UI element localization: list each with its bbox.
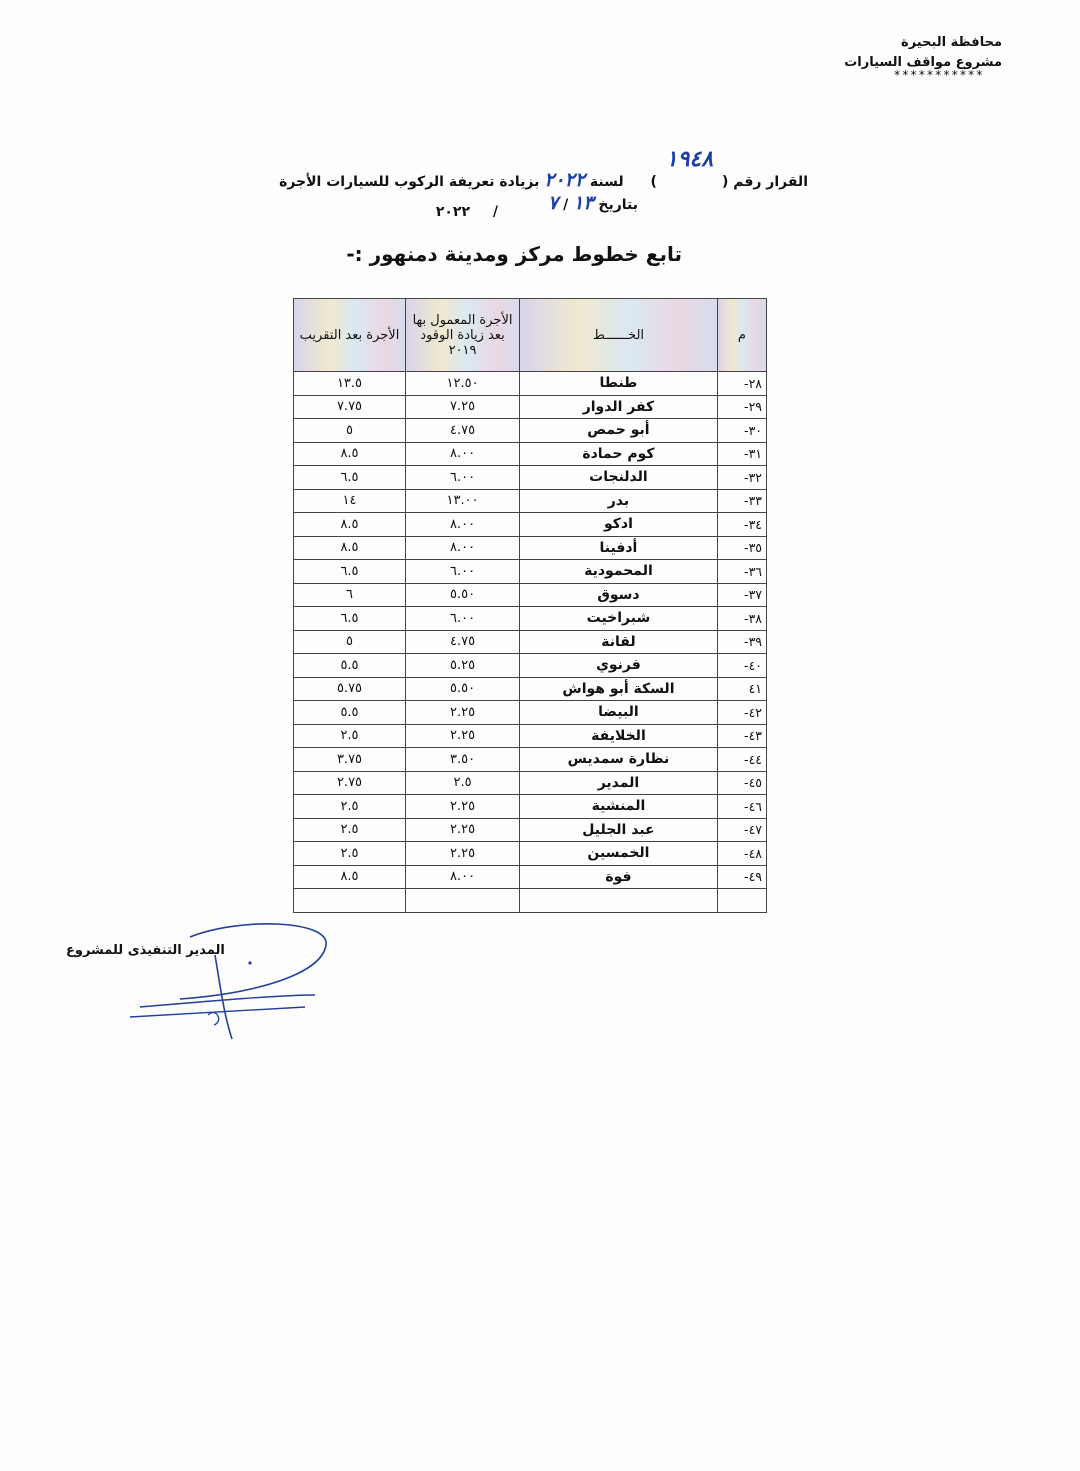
- row-new-fare: ٥.٥: [294, 654, 406, 678]
- row-line-name: البيضا: [520, 701, 718, 725]
- row-number: ٣٧-: [717, 583, 766, 607]
- table-row: [294, 442, 767, 466]
- header-old-fare: الأجرة المعمول بها بعد زيادة الوقود ٢٠١٩: [406, 299, 520, 372]
- row-line-name: ادكو: [520, 513, 718, 537]
- table-row: [294, 795, 767, 819]
- table-row: [294, 513, 767, 537]
- row-line-name: نظارة سمديس: [520, 748, 718, 772]
- row-new-fare: [294, 889, 406, 913]
- table-row: [294, 771, 767, 795]
- date-year-line: [436, 204, 498, 220]
- table-row: [294, 489, 767, 513]
- row-number: ٣٠-: [717, 419, 766, 443]
- row-new-fare: ١٣.٥: [294, 372, 406, 396]
- row-line-name: كفر الدوار: [520, 395, 718, 419]
- table-row: [294, 372, 767, 396]
- header-no: م: [717, 299, 766, 372]
- header-new-fare: الأجرة بعد التقريب: [294, 299, 406, 372]
- row-line-name: أدفينا: [520, 536, 718, 560]
- row-new-fare: ٢.٥: [294, 842, 406, 866]
- row-line-name: الدلنجات: [520, 466, 718, 490]
- table-row: [294, 419, 767, 443]
- row-old-fare: ٢.٢٥: [406, 701, 520, 725]
- row-old-fare: ٦.٠٠: [406, 607, 520, 631]
- table-row: [294, 842, 767, 866]
- signature-label: المدير التنفيذى للمشروع: [66, 943, 225, 958]
- row-new-fare: ٣.٧٥: [294, 748, 406, 772]
- row-old-fare: ١٣.٠٠: [406, 489, 520, 513]
- row-old-fare: ٥.٢٥: [406, 654, 520, 678]
- row-old-fare: ٥.٥٠: [406, 677, 520, 701]
- row-number: ٤٣-: [717, 724, 766, 748]
- decision-subject: بزيادة تعريفة الركوب للسيارات الأجرة: [279, 174, 540, 190]
- row-old-fare: ٢.٢٥: [406, 818, 520, 842]
- row-line-name: المنشية: [520, 795, 718, 819]
- row-number: ٣٣-: [717, 489, 766, 513]
- row-line-name: فرنوي: [520, 654, 718, 678]
- row-number: ٤١: [717, 677, 766, 701]
- row-new-fare: ٧.٧٥: [294, 395, 406, 419]
- table-row: [294, 560, 767, 584]
- header-stars: ***********: [893, 68, 984, 82]
- row-new-fare: ٥: [294, 419, 406, 443]
- table-row: [294, 536, 767, 560]
- row-number: ٣٦-: [717, 560, 766, 584]
- table-row: [294, 748, 767, 772]
- row-line-name: لقانة: [520, 630, 718, 654]
- table-row: [294, 630, 767, 654]
- table-header-row: [294, 299, 767, 372]
- row-old-fare: ٢.٢٥: [406, 724, 520, 748]
- row-new-fare: ٥: [294, 630, 406, 654]
- row-line-name: الخلايفة: [520, 724, 718, 748]
- row-old-fare: ٢.٢٥: [406, 842, 520, 866]
- row-number: ٣٤-: [717, 513, 766, 537]
- row-line-name: طنطا: [520, 372, 718, 396]
- date-sep-1: /: [563, 197, 569, 213]
- row-old-fare: ٧.٢٥: [406, 395, 520, 419]
- table-row: [294, 818, 767, 842]
- table-row: [294, 865, 767, 889]
- row-line-name: بدر: [520, 489, 718, 513]
- row-old-fare: ٦.٠٠: [406, 466, 520, 490]
- row-number: ٤٧-: [717, 818, 766, 842]
- row-new-fare: ٥.٥: [294, 701, 406, 725]
- table-row: [294, 677, 767, 701]
- row-old-fare: ٨.٠٠: [406, 865, 520, 889]
- row-number: ٢٩-: [717, 395, 766, 419]
- row-old-fare: ٦.٠٠: [406, 560, 520, 584]
- row-line-name: شبراخيت: [520, 607, 718, 631]
- table-row: [294, 607, 767, 631]
- decision-prefix: القرار رقم (: [721, 174, 808, 190]
- fares-table: [293, 298, 767, 913]
- governorate-name: محافظة البحيرة: [901, 35, 1002, 50]
- row-line-name: أبو حمص: [520, 419, 718, 443]
- row-new-fare: ٨.٥: [294, 513, 406, 537]
- section-title: تابع خطوط مركز ومدينة دمنهور :-: [346, 242, 682, 266]
- decision-line: [279, 146, 808, 192]
- date-year: ٢٠٢٢: [435, 204, 470, 220]
- row-old-fare: ٨.٠٠: [406, 442, 520, 466]
- table-row: [294, 583, 767, 607]
- row-new-fare: ٥.٧٥: [294, 677, 406, 701]
- row-old-fare: ٥.٥٠: [406, 583, 520, 607]
- table-row: [294, 701, 767, 725]
- date-sep-2: /: [492, 204, 498, 220]
- row-number: ٤٩-: [717, 865, 766, 889]
- row-number: ٣٩-: [717, 630, 766, 654]
- row-new-fare: ٨.٥: [294, 536, 406, 560]
- row-number: ٣٢-: [717, 466, 766, 490]
- row-new-fare: ١٤: [294, 489, 406, 513]
- row-new-fare: ٨.٥: [294, 442, 406, 466]
- table-row: [294, 395, 767, 419]
- row-new-fare: ٦.٥: [294, 466, 406, 490]
- row-old-fare: ١٢.٥٠: [406, 372, 520, 396]
- header-line: الخــــــط: [520, 299, 718, 372]
- row-line-name: المحمودية: [520, 560, 718, 584]
- table-row: [294, 889, 767, 913]
- row-new-fare: ٨.٥: [294, 865, 406, 889]
- row-number: [717, 889, 766, 913]
- decision-year: ٢٠٢٢: [544, 169, 586, 191]
- project-name: مشروع مواقف السيارات: [844, 55, 1002, 70]
- row-line-name: المدير: [520, 771, 718, 795]
- row-number: ٣٥-: [717, 536, 766, 560]
- row-number: ٤٢-: [717, 701, 766, 725]
- date-month: ٧: [547, 192, 559, 214]
- row-new-fare: ٢.٥: [294, 795, 406, 819]
- row-new-fare: ٦.٥: [294, 607, 406, 631]
- row-number: ٤٤-: [717, 748, 766, 772]
- row-new-fare: ٢.٥: [294, 724, 406, 748]
- row-old-fare: ٣.٥٠: [406, 748, 520, 772]
- year-label: لسنة: [589, 174, 624, 190]
- date-line: [548, 192, 638, 214]
- table-row: [294, 466, 767, 490]
- row-new-fare: ٦.٥: [294, 560, 406, 584]
- row-old-fare: ٢.٢٥: [406, 795, 520, 819]
- decision-close: ): [650, 174, 657, 190]
- date-day: ١٣: [573, 192, 594, 214]
- row-old-fare: ٤.٧٥: [406, 419, 520, 443]
- table-row: [294, 654, 767, 678]
- row-number: ٣١-: [717, 442, 766, 466]
- row-line-name: السكة أبو هواش: [520, 677, 718, 701]
- row-old-fare: ٢.٥: [406, 771, 520, 795]
- row-line-name: دسوق: [520, 583, 718, 607]
- row-number: ٤٠-: [717, 654, 766, 678]
- row-line-name: [520, 889, 718, 913]
- row-line-name: كوم حمادة: [520, 442, 718, 466]
- decision-number: ١٩٤٨: [665, 146, 714, 172]
- table-row: [294, 724, 767, 748]
- row-new-fare: ٦: [294, 583, 406, 607]
- row-number: ٤٥-: [717, 771, 766, 795]
- signature-scribble: [120, 915, 340, 1045]
- row-new-fare: ٢.٥: [294, 818, 406, 842]
- date-label: بتاريخ: [598, 197, 638, 213]
- row-line-name: عبد الجليل: [520, 818, 718, 842]
- row-number: ٢٨-: [717, 372, 766, 396]
- row-line-name: الخمسين: [520, 842, 718, 866]
- row-number: ٣٨-: [717, 607, 766, 631]
- row-new-fare: ٢.٧٥: [294, 771, 406, 795]
- row-old-fare: [406, 889, 520, 913]
- row-old-fare: ٨.٠٠: [406, 536, 520, 560]
- row-old-fare: ٨.٠٠: [406, 513, 520, 537]
- row-line-name: فوة: [520, 865, 718, 889]
- row-old-fare: ٤.٧٥: [406, 630, 520, 654]
- row-number: ٤٨-: [717, 842, 766, 866]
- row-number: ٤٦-: [717, 795, 766, 819]
